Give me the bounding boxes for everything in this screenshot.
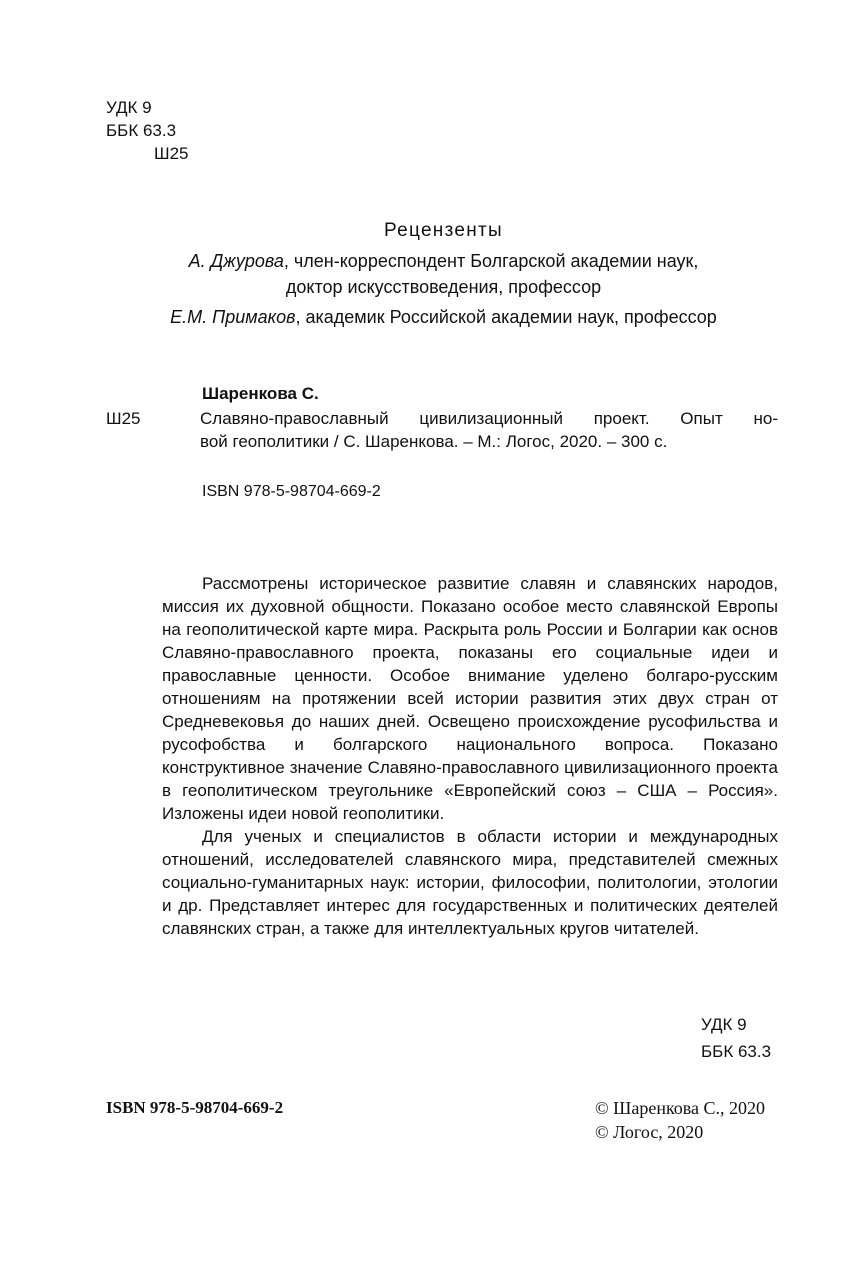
annotation-paragraph-2: Для ученых и специалистов в области истории и международных отношений, исследователей славянского мира, представителей смежных социально-гуманитарных наук: истории, философии, политологии, этологии и др. Представляет интерес для государственных и политических деятелей славянских стран, а также для интеллектуальных кругов читателей.: [162, 827, 778, 938]
copyright-publisher: © Логос, 2020: [595, 1122, 704, 1142]
copyright-author: © Шаренкова С., 2020: [595, 1098, 766, 1118]
reviewer-2-name: Е.М. Примаков: [170, 307, 296, 327]
bbk-code: ББК 63.3: [106, 121, 177, 140]
reviewers-heading: Рецензенты: [383, 220, 504, 241]
author-mark: Ш25: [154, 144, 189, 163]
reviewer-1: [0, 248, 857, 274]
reviewer-1-title: , член-корреспондент Болгарской академии наук,: [283, 251, 699, 271]
catalog-author: Шаренкова С.: [202, 384, 319, 403]
udk-code: УДК 9: [106, 98, 152, 117]
catalog-description-line-1: Славяно-православный цивилизационный проект. Опыт но-: [200, 409, 778, 428]
reviewer-2: [0, 304, 857, 330]
reviewers-block: [0, 216, 857, 330]
annotation: [162, 572, 778, 940]
reviewer-2-title: , академик Российской академии наук, профессор: [295, 307, 717, 327]
catalog-description: [200, 407, 778, 453]
reviewer-1-name: А. Джурова: [188, 251, 284, 271]
classification-top: [106, 96, 189, 165]
reviewer-1-title-2: доктор искусствоведения, профессор: [285, 277, 602, 297]
catalog-isbn: ISBN 978-5-98704-669-2: [202, 483, 381, 500]
annotation-paragraph-1: Рассмотрены историческое развитие славян и славянских народов, миссия их духовной общности. Показано особое место славянской Европы на геополитической карте мира. Раскрыта роль России и Болгарии как основ Славяно-православного проекта, показаны его социальные идеи и православные ценности. Особое внимание уделено болгаро-русским отношениям на протяжении всей истории развития этих двух стран от Средневековья до наших дней. Освещено происхождение русофильства и русофобства и болгарского национального вопроса. Показано конструктивное значение Славяно-православного цивилизационного проекта в геополитическом треугольнике «Европейский союз – США – Россия». Изложены идеи новой геополитики.: [162, 574, 778, 823]
catalog-cipher: Ш25: [106, 409, 141, 428]
udk-code-bottom: УДК 9: [701, 1015, 747, 1034]
footer-isbn: ISBN 978-5-98704-669-2: [106, 1098, 284, 1117]
copyright-block: [595, 1096, 765, 1144]
catalog-description-line-2: вой геополитики / С. Шаренкова. – М.: Логос, 2020. – 300 с.: [200, 432, 668, 451]
bbk-code-bottom: ББК 63.3: [701, 1042, 772, 1061]
classification-bottom: [701, 1011, 771, 1065]
